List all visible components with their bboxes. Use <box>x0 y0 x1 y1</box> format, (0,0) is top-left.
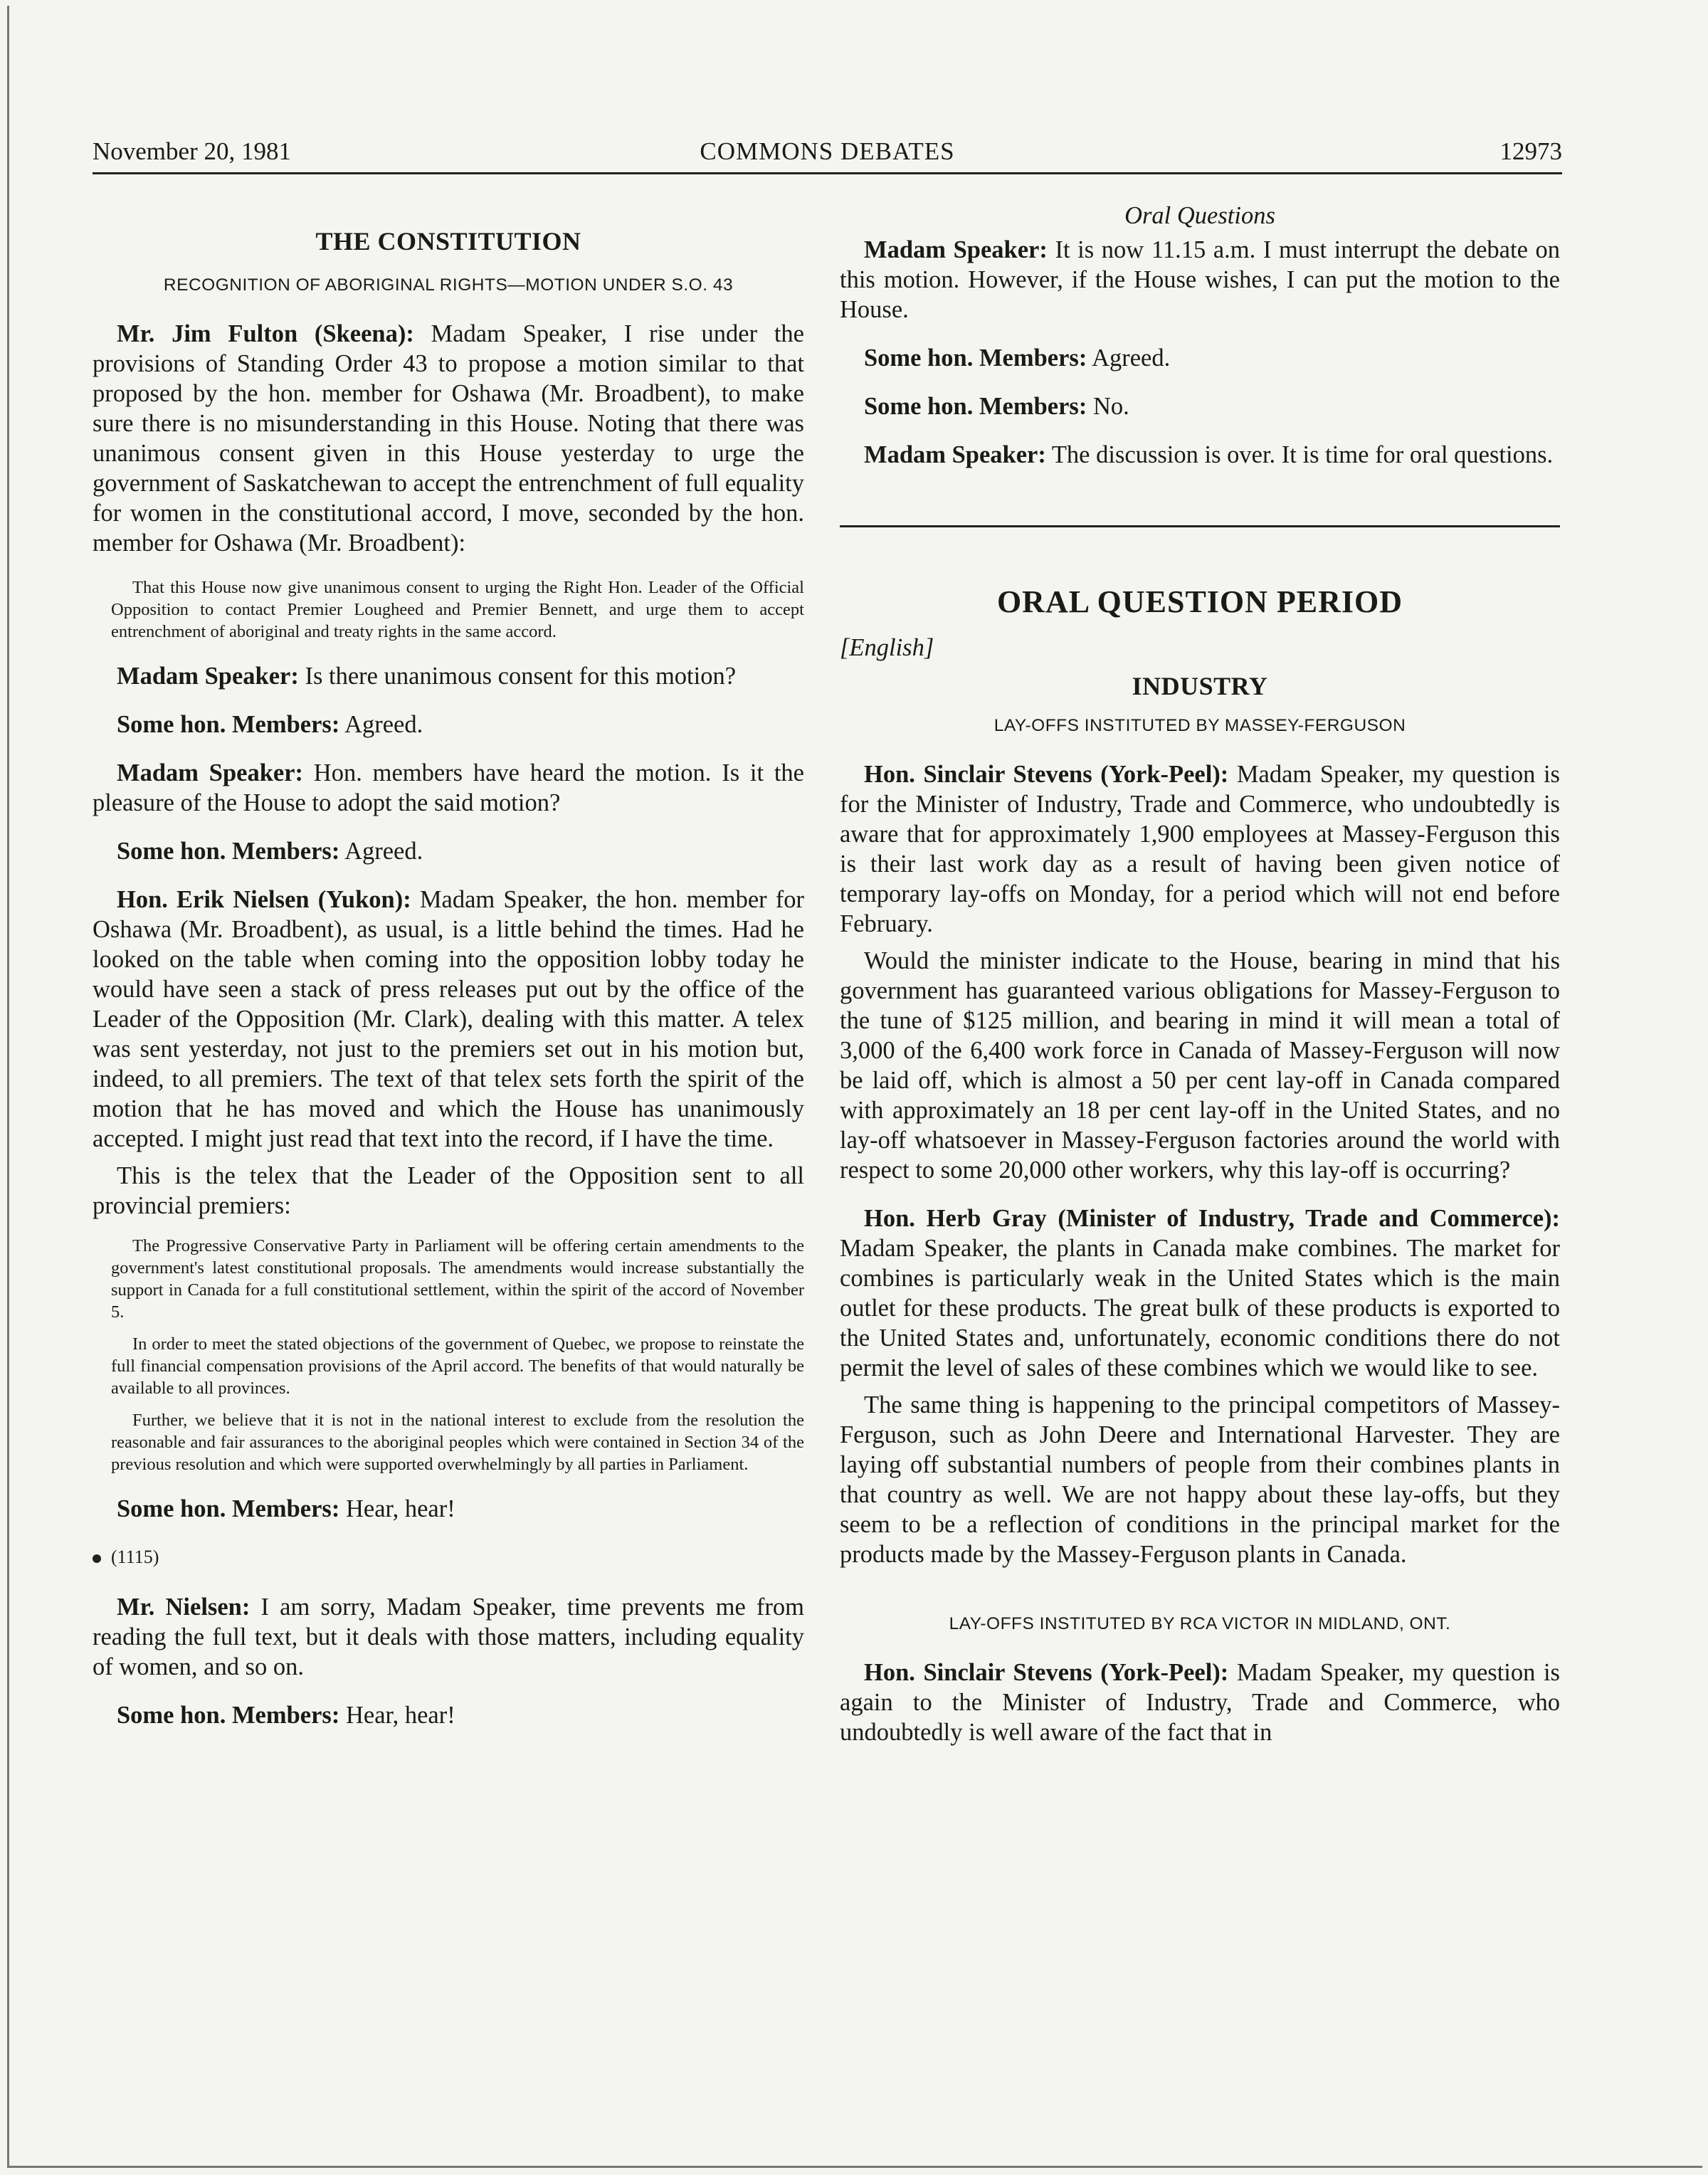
header-page-number: 12973 <box>1499 137 1562 165</box>
speaker-name: Mr. Jim Fulton (Skeena): <box>117 320 414 347</box>
motion-quote: That this House now give unanimous consent to urging the Right Hon. Leader of the Official Opposition to contact Premier Lougheed and Premier Bennett, and urge them to accept entrenchment of aboriginal and treaty rights in the same accord. <box>111 578 804 641</box>
motion-quote-block <box>93 576 804 643</box>
speaker-name: Madam Speaker: <box>864 441 1046 468</box>
speaker-name: Hon. Sinclair Stevens (York-Peel): <box>864 1659 1229 1686</box>
page-header <box>93 134 1562 174</box>
speech-text: It is now 11.15 a.m. I must interrupt the debate on this motion. However, if the House wishes, I can put the motion to the House. <box>840 236 1561 323</box>
section-label: Oral Questions <box>1124 202 1275 229</box>
telex-paragraph: Further, we believe that it is not in the national interest to exclude from the resolution the reasonable and fair assurances to the aboriginal peoples which were contained in Section 34 of the previous resolution and which were supported overwhelmingly by all parties in Parliament. <box>111 1411 804 1474</box>
telex-paragraph: In order to meet the stated objections of the government of Quebec, we propose to reinstate the full financial compensation provisions of the April accord. The benefits of that would naturally be available to all provinces. <box>111 1334 804 1398</box>
speech-text: I am sorry, Madam Speaker, time prevents me from reading the full text, but it deals with those matters, including equality of women, and so on. <box>93 1594 804 1680</box>
speaker-name: Madam Speaker: <box>117 663 299 690</box>
right-column <box>840 201 1560 1766</box>
speech-text: Agreed. <box>339 711 423 738</box>
time-marker <box>93 1542 804 1572</box>
left-column <box>93 201 804 1749</box>
header-date: November 20, 1981 <box>93 137 291 165</box>
speech-paragraph <box>93 836 804 866</box>
speaker-name: Hon. Sinclair Stevens (York-Peel): <box>864 761 1229 788</box>
speech-paragraph <box>840 391 1560 421</box>
subheading-rca-victor: LAY-OFFS INSTITUTED BY RCA VICTOR IN MIDLAND, ONT. <box>949 1614 1451 1633</box>
speech-text: Hear, hear! <box>339 1495 455 1522</box>
time-marker-text: (1115) <box>111 1547 159 1567</box>
telex-paragraph: The Progressive Conservative Party in Parliament will be offering certain amendments to the government's latest constitutional proposals. The amendments would increase substantially the support in Canada for a full constitutional settlement, within the spirit of the accord of November 5. <box>111 1236 804 1322</box>
speech-paragraph: The same thing is happening to the principal competitors of Massey-Ferguson, such as John Deere and International Harvester. They are laying off substantial numbers of people from their combines plants in that country as well. We are not happy about these lay-offs, but they seem to be a reflection of conditions in the principal market for the products made by the Massey-Ferguson plants in Canada. <box>840 1391 1560 1568</box>
speech-paragraph <box>840 343 1560 373</box>
header-publication: COMMONS DEBATES <box>700 137 955 165</box>
language-marker: [English] <box>840 634 934 661</box>
speech-paragraph: This is the telex that the Leader of the Opposition sent to all provincial premiers: <box>93 1162 804 1219</box>
telex-quote-block <box>93 1235 804 1475</box>
speech-text: Madam Speaker, I rise under the provisions of Standing Order 43 to propose a motion similar to that proposed by the hon. member for Oshawa (Mr. Broadbent), to make sure there is no misunderstanding in this House. Noting that there was unanimous consent given in this House yesterday to urge the government of Saskatchewan to accept the entrenchment of full equality for women in the constitutional accord, I move, seconded by the hon. member for Oshawa (Mr. Broadbent): <box>93 320 804 557</box>
speech-text: Madam Speaker, my question is for the Minister of Industry, Trade and Commerce, who undoubtedly is aware that for approximately 1,900 employees at Massey-Ferguson this is their last work day as a result of having been given notice of temporary lay-offs on Monday, for a period which will not end before February. <box>840 761 1560 937</box>
speaker-name: Madam Speaker: <box>864 236 1048 263</box>
speech-paragraph <box>840 759 1560 939</box>
speech-text: Is there unanimous consent for this motion? <box>298 663 737 690</box>
section-divider <box>840 525 1560 527</box>
speech-text: Madam Speaker, my question is again to the Minister of Industry, Trade and Commerce, who undoubtedly is well aware of the fact that in <box>840 1659 1560 1746</box>
section-heading-constitution: THE CONSTITUTION <box>315 227 581 256</box>
speech-paragraph <box>93 661 804 691</box>
speech-paragraph <box>840 1204 1560 1383</box>
speech-paragraph <box>93 710 804 739</box>
speech-text: Hon. members have heard the motion. Is it the pleasure of the House to adopt the said motion? <box>93 759 804 816</box>
subheading-massey-ferguson: LAY-OFFS INSTITUTED BY MASSEY-FERGUSON <box>993 716 1406 735</box>
speech-paragraph <box>93 885 804 1154</box>
speaker-name: Some hon. Members: <box>117 838 340 865</box>
speech-text: Madam Speaker, the plants in Canada make combines. The market for combines is particularly weak in the United States which is the main outlet for these products. The great bulk of these products is exported to the United States and, unfortunately, economic conditions there do not permit the level of sales of these combines which we would like to see. <box>840 1235 1560 1381</box>
speech-paragraph <box>93 758 804 818</box>
speech-paragraph <box>840 235 1560 325</box>
speaker-name: Some hon. Members: <box>117 1495 340 1522</box>
speech-text: Hear, hear! <box>339 1702 455 1729</box>
section-heading-industry: INDUSTRY <box>1132 672 1268 700</box>
speech-text: Agreed. <box>339 838 423 865</box>
speech-paragraph <box>93 1700 804 1730</box>
speech-text: Madam Speaker, the hon. member for Oshawa (Mr. Broadbent), as usual, is a little behind the times. Had he looked on the table when coming into the opposition lobby today he would have seen a stack of press releases put out by the office of the Leader of the Opposition (Mr. Clark), dealing with this matter. A telex was sent yesterday, not just to the premiers set out in his motion but, indeed, to all premiers. The text of that telex sets forth the spirit of the motion that he has moved and which the House has unanimously accepted. I might just read that text into the record, if I have the time. <box>93 886 804 1152</box>
speech-text: Agreed. <box>1087 344 1171 372</box>
speaker-name: Hon. Erik Nielsen (Yukon): <box>117 886 411 913</box>
speech-text: No. <box>1087 393 1129 420</box>
speech-paragraph <box>840 1658 1560 1747</box>
speaker-name: Mr. Nielsen: <box>117 1594 251 1621</box>
bullet-icon <box>93 1554 101 1563</box>
speech-paragraph <box>93 319 804 558</box>
subheading-aboriginal-rights: RECOGNITION OF ABORIGINAL RIGHTS—MOTION UNDER S.O. 43 <box>163 275 734 295</box>
speaker-name: Hon. Herb Gray (Minister of Industry, Trade and Commerce): <box>864 1205 1560 1232</box>
oral-question-period-heading: ORAL QUESTION PERIOD <box>996 584 1403 619</box>
speech-text: The discussion is over. It is time for oral questions. <box>1045 441 1554 468</box>
speaker-name: Some hon. Members: <box>864 344 1087 372</box>
speaker-name: Some hon. Members: <box>864 393 1087 420</box>
speech-paragraph: Would the minister indicate to the House, bearing in mind that his government has guaranteed various obligations for Massey-Ferguson to the tune of $125 million, and bearing in mind it will mean a total of 3,000 of the 6,400 work force in Canada of Massey-Ferguson will now be laid off, which is almost a 50 per cent lay-off in Canada compared with approximately an 18 per cent lay-off in the United States, and no lay-off whatsoever in Massey-Ferguson factories around the world with respect to some 20,000 other workers, why this lay-off is occurring? <box>840 947 1560 1184</box>
speaker-name: Madam Speaker: <box>117 759 304 786</box>
speech-paragraph <box>840 440 1560 470</box>
speech-paragraph <box>93 1592 804 1682</box>
speech-paragraph <box>93 1494 804 1524</box>
speaker-name: Some hon. Members: <box>117 1702 340 1729</box>
speaker-name: Some hon. Members: <box>117 711 340 738</box>
